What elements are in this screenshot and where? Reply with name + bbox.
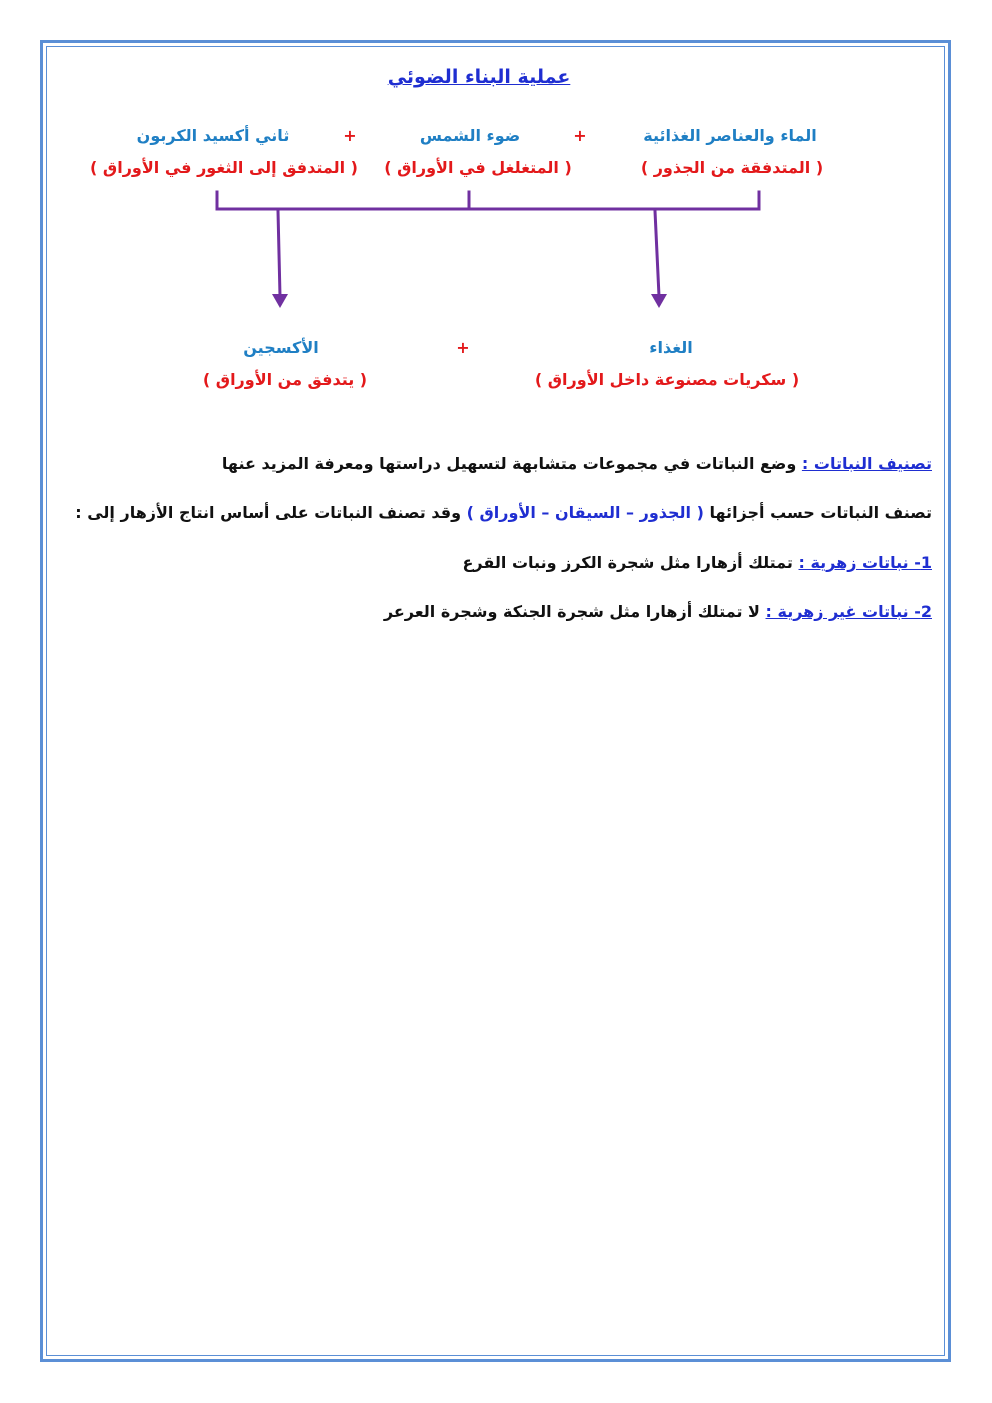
arrow-shaft-food (655, 211, 659, 296)
classification-heading: تصنيف النباتات : (801, 454, 932, 473)
input-water-nutrients: الماء والعناصر الغذائية (643, 126, 817, 145)
input-sunlight: ضوء الشمس (419, 126, 521, 145)
classification-basis-before: تصنف النباتات حسب أجزائها (709, 503, 932, 522)
classification-basis-line (75, 503, 932, 522)
plus-sign: + (456, 338, 470, 357)
flowering-plants-text: تمتلك أزهارا مثل شجرة الكرز ونبات القرع (462, 553, 793, 572)
input-water-nutrients-note: ( المتدفقة من الجذور ) (640, 158, 824, 177)
input-sunlight-note: ( المتغلغل في الأوراق ) (384, 158, 572, 177)
non-flowering-plants-line (384, 602, 932, 621)
flowering-plants-line (463, 553, 933, 572)
plus-sign: + (343, 126, 357, 145)
classification-basis-after: وقد تصنف النباتات على أساس انتاج الأزهار إلى : (75, 503, 462, 522)
non-flowering-plants-label: 2- نباتات غير زهرية : (765, 602, 932, 621)
input-carbon-dioxide-note: ( المتدفق إلى الثغور في الأوراق ) (90, 158, 358, 177)
output-oxygen-note: ( يتدفق من الأوراق ) (202, 370, 368, 389)
flowering-plants-label: 1- نباتات زهرية : (798, 553, 932, 572)
input-carbon-dioxide: ثاني أكسيد الكربون (136, 126, 290, 145)
output-oxygen: الأكسجين (243, 338, 319, 357)
non-flowering-plants-text: لا تمتلك أزهارا مثل شجرة الجنكة وشجرة العرعر (383, 602, 760, 621)
arrow-shaft-oxygen (278, 211, 280, 296)
plus-sign: + (573, 126, 587, 145)
arrowhead-food (651, 294, 667, 308)
classification-definition: وضع النباتات في مجموعات متشابهة لتسهيل دراستها ومعرفة المزيد عنها (221, 454, 797, 473)
arrowhead-oxygen (272, 294, 288, 308)
classification-plant-parts: ( الجذور – السيقان – الأوراق ) (466, 503, 704, 522)
output-food-note: ( سكريات مصنوعة داخل الأوراق ) (534, 370, 800, 389)
classification-definition-line (222, 454, 932, 473)
output-food: الغذاء (649, 338, 693, 357)
page-title: عملية البناء الضوئي (387, 66, 571, 88)
